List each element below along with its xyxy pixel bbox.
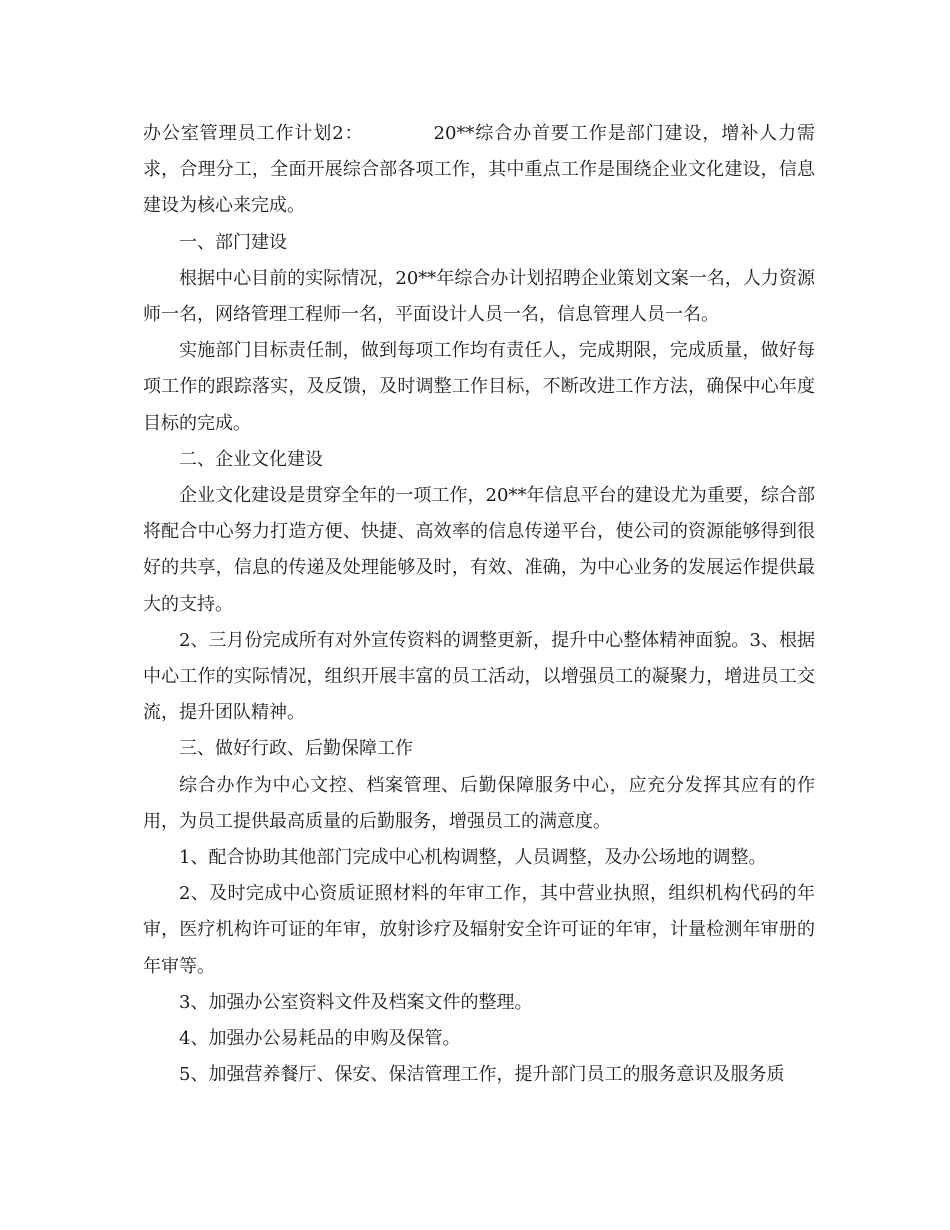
list-item: 4、加强办公易耗品的申购及保管。: [179, 1028, 461, 1050]
paragraph: 2、三月份完成所有对外宣传资料的调整更新，提升中心整体精神面貌。3、根据中心工作的实际情况，组织开展丰富的员工活动，以增强员工的凝聚力，增进员工交流，提升团队精神。: [143, 629, 815, 724]
list-item: 2、及时完成中心资质证照材料的年审工作，其中营业执照，组织机构代码的年审，医疗机构许可证的年审，放射诊疗及辐射安全许可证的年审，计量检测年审册的年审等。: [143, 883, 815, 977]
paragraph: 实施部门目标责任制，做到每项工作均有责任人，完成期限，完成质量，做好每项工作的跟踪落实，及反馈，及时调整工作目标，不断改进工作方法，确保中心年度目标的完成。: [143, 340, 815, 434]
intro-label: 办公室管理员工作计划2：: [143, 123, 364, 144]
list-item: 1、配合协助其他部门完成中心机构调整，人员调整，及办公场地的调整。: [179, 847, 767, 869]
section-heading-3: 三、做好行政、后勤保障工作: [179, 738, 413, 760]
paragraph: 根据中心目前的实际情况，20**年综合办计划招聘企业策划文案一名，人力资源师一名，网络管理工程师一名，平面设计人员一名，信息管理人员一名。: [143, 267, 815, 326]
list-item: 5、加强营养餐厅、保安、保洁管理工作，提升部门员工的服务意识及服务质: [179, 1064, 785, 1086]
list-item: 3、加强办公室资料文件及档案文件的整理。: [179, 991, 533, 1013]
paragraph: 综合办作为中心文控、档案管理、后勤保障服务中心，应充分发挥其应有的作用，为员工提供最高质量的后勤服务，增强员工的满意度。: [143, 774, 815, 832]
document-body: [143, 116, 815, 1093]
section-heading-2: 二、企业文化建设: [179, 448, 323, 470]
section-heading-1: 一、部门建设: [179, 231, 287, 253]
paragraph: 企业文化建设是贯穿全年的一项工作，20**年信息平台的建设尤为重要，综合部将配合中心努力打造方便、快捷、高效率的信息传递平台，使公司的资源能够得到很好的共享，信息的传递及处理能够及时，有效、准确，为中心业务的发展运作提供最大的支持。: [143, 485, 815, 615]
intro-paragraph: [143, 116, 815, 225]
intro-text: 20**综合办首要工作是部门建设，增补人力需求，合理分工，全面开展综合部各项工作，其中重点工作是围绕企业文化建设，信息建设为核心来完成。: [143, 123, 816, 217]
